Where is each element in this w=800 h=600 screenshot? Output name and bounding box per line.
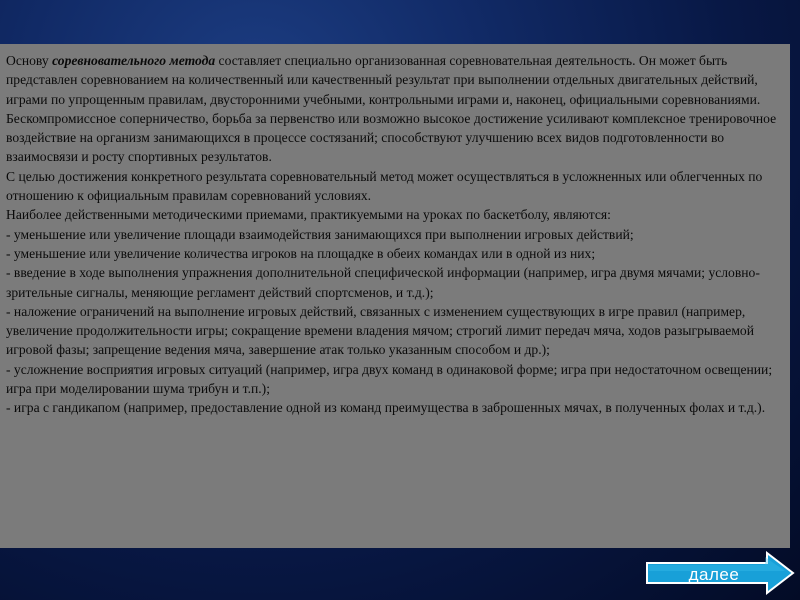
list-item: - усложнение восприятия игровых ситуаций (например, игра двух команд в одинаковой форме; игра при недостаточном освещении; игра при моделировании шума трибун и т.п.);: [6, 361, 773, 397]
paragraph-conditions: С целью достижения конкретного результата соревновательный метод может осуществляться в усложненных или облегченных по отношению к официальным правилам соревнований условиях.: [6, 168, 763, 204]
intro-rest: составляет специально организованная соревновательная деятельность. Он может быть представлен соревнованием на количественный или качественный результат при выполнении отдельных двигательных действий, играми по упрощенным правилам, двусторонними учебными, контрольными играми и, наконец, официальными соревнованиями.: [6, 53, 761, 107]
list-item: - уменьшение или увеличение количества игроков на площадке в обеих командах или в одной из них;: [6, 245, 596, 261]
next-button[interactable]: [645, 551, 795, 595]
method-term: соревновательного метода: [52, 53, 216, 68]
paragraph-competition-effect: Бескомпромиссное соперничество, борьба за первенство или возможно высокое достижение усиливают комплексное тренировочное воздействие на организм занимающихся в процессе состязаний; способствуют улучшению всех видов подготовленности во взаимосвязи и росту спортивных результатов.: [6, 110, 777, 165]
paragraph-techniques-intro: Наиболее действенными методическими приемами, практикуемыми на уроках по баскетболу, являются:: [6, 207, 611, 223]
text-body: [6, 51, 784, 418]
list-item: - игра с гандикапом (например, предоставление одной из команд преимущества в заброшенных мячах, в полученных фолах и т.д.).: [6, 400, 766, 416]
next-label: далее: [688, 565, 740, 584]
list-item: - введение в ходе выполнения упражнения дополнительной специфической информации (например, игра двумя мячами; условно-зрительные сигналы, меняющие регламент действий спортсменов, и т.д.);: [6, 265, 760, 300]
list-item: - наложение ограничений на выполнение игровых действий, связанных с изменением существующих в игре правил (например, увеличение продолжительности игры; сокращение времени владения мячом; строгий лимит передач мяча, ходов разыгрываемой игровой фазы; запрещение ведения мяча, завершение атак только указанным способом и др.);: [6, 303, 754, 358]
list-item: - уменьшение или увеличение площади взаимодействия занимающихся при выполнении игровых действий;: [6, 226, 634, 242]
intro-lead: Основу: [6, 53, 53, 68]
intro-paragraph: [6, 51, 784, 109]
text-panel: [0, 44, 790, 548]
